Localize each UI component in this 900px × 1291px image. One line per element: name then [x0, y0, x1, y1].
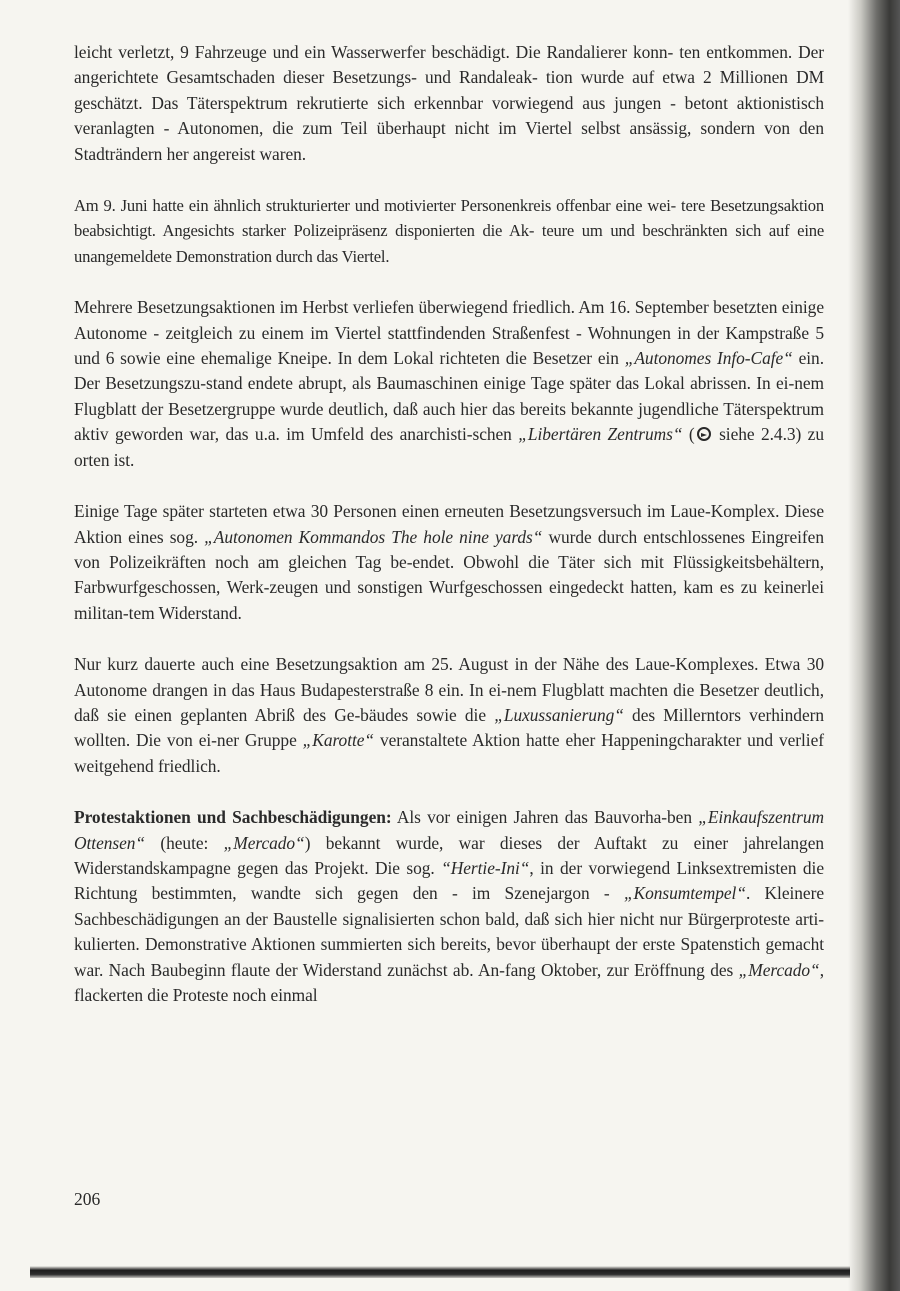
scan-bottom-streak — [30, 1266, 850, 1278]
section-lead-heading: Protestaktionen und Sachbeschädigungen: — [74, 807, 392, 828]
cross-reference-text: siehe 2.4.3) zu orten ist. — [74, 424, 824, 470]
text-line: tere Besetzungsaktion beabsichtigt. Angesichts starker Polizeipräsenz disponierten die Ak- — [74, 196, 824, 241]
text-run: veranstaltete Aktion hatte eher Happeningcharakter und verlief weitgehend friedlich. — [74, 730, 824, 776]
quoted-term: „Einkaufszentrum Ottensen“ — [74, 807, 824, 853]
quoted-term: „Karotte“ — [302, 730, 375, 751]
text-line: her angereist waren. — [166, 143, 307, 164]
text-run: Als vor einigen Jahren das Bauvorha-ben — [391, 807, 699, 828]
paragraph-4 — [74, 499, 824, 626]
quoted-term: „Luxussanierung“ — [494, 704, 624, 725]
text-line: teure um und beschränkten sich auf eine unangemeldete Demonstration durch das Viertel. — [74, 221, 825, 266]
text-line: leicht verletzt, 9 Fahrzeuge und ein Wasserwerfer beschädigt. Die Randalierer konn- — [74, 42, 674, 62]
quoted-term: „Libertären Zentrums“ — [518, 424, 683, 445]
text-run: (heute: — [145, 832, 224, 853]
page-number: 206 — [74, 1189, 101, 1209]
quoted-term: „Konsumtempel“ — [623, 883, 746, 904]
paragraph-2 — [74, 193, 824, 269]
text-run: wurde durch entschlossenes Eingreifen von Polizeikräften noch am gleichen Tag be-endet. Obwohl die Täter sich mit Flüssigkeitsbehältern, Farbwurfgeschossen, Werk-zeugen und sonstigen Wurfgeschossen eingedeckt hatten, kam es zu keinerlei militan-tem Widerstand. — [74, 526, 824, 623]
circle-arrow-icon — [697, 427, 711, 441]
text-run: . Kleinere Sachbeschädigungen an der Baustelle signalisierten schon bald, daß sich hier nicht nur Bürgerproteste arti-kulierten. Demonstrative Aktionen summierten sich bereits, bevor überhaupt der erste Spatenstich gemacht war. Nach Baubeginn flaute der Widerstand zunächst ab. An-fang Oktober, zur Eröffnung des — [74, 883, 824, 980]
quoted-term: „Autonomes Info-Cafe“ — [624, 348, 793, 369]
text-line: ten entkommen. Der angerichtete Gesamtschaden dieser Besetzungs- und Randaleak- — [74, 42, 824, 88]
quoted-term: „Mercado“ — [223, 832, 305, 853]
paragraph-1 — [74, 40, 824, 167]
quoted-term: “Hertie-Ini“ — [441, 857, 530, 878]
body-text — [74, 40, 824, 1034]
paragraph-3 — [74, 295, 824, 473]
text-run: des Millerntors verhindern wollten. Die von ei-ner Gruppe — [74, 704, 825, 751]
paragraph-6 — [74, 805, 824, 1008]
text-line: Am 9. Juni hatte ein ähnlich strukturierter und motivierter Personenkreis offenbar eine wei- — [74, 196, 677, 216]
quoted-term: „Mercado“ — [738, 959, 820, 980]
text-run: ( — [682, 424, 695, 445]
text-run: , in der vorwiegend Linksextremisten die Richtung bestimmten, wandte sich gegen den - im Szenejargon - — [74, 857, 824, 904]
text-run: Nur kurz dauerte auch eine Besetzungsaktion am 25. August in der Nähe des Laue-Komplexes. Etwa 30 Autonome drangen in das Haus Budapesterstraße 8 ein. In ei-nem Flugblatt machten die Besetzer deutlich, daß sie einen geplanten Abriß des Ge-bäudes sowie die — [74, 654, 824, 725]
text-line: erkennbar vorwiegend aus jungen - betont aktionistisch veranlagten - Autonomen, die — [74, 92, 824, 139]
text-run: , flackerten die Proteste noch einmal — [74, 959, 824, 1005]
scan-edge-shadow — [848, 0, 900, 1291]
text-run: ) bekannt wurde, war dieses der Auftakt zu einer jahrelangen Widerstandskampagne gegen das Projekt. Die sog. — [74, 832, 825, 878]
paragraph-5 — [74, 652, 824, 779]
text-run: Einige Tage später starteten etwa 30 Personen einen erneuten Besetzungsversuch im Laue-Komplex. Diese Aktion eines sog. — [74, 501, 824, 547]
text-line: tion wurde auf etwa 2 Millionen DM geschätzt. Das Täterspektrum rekrutierte sich — [74, 67, 824, 113]
text-run: Mehrere Besetzungsaktionen im Herbst verliefen überwiegend friedlich. Am 16. September besetzten einige Autonome - zeitgleich zu einem im Viertel stattfindenden Straßenfest - Wohnungen in der Kampstraße 5 und 6 sowie eine ehemalige Kneipe. In dem Lokal richteten die Besetzer ein — [74, 297, 824, 369]
text-line: zum Teil überhaupt nicht im Viertel selbst ansässig, sondern von den Stadträndern — [74, 118, 824, 164]
text-run: ein. Der Besetzungszu-stand endete abrupt, als Baumaschinen einige Tage später das Lokal abrissen. In ei-nem Flugblatt der Besetzergruppe wurde deutlich, daß auch hier das bereits bekannte jugendliche Täterspektrum aktiv geworden war, das u.a. im Umfeld des anarchisti-schen — [74, 348, 824, 445]
quoted-term: „Autonomen Kommandos The hole nine yards“ — [204, 526, 543, 547]
